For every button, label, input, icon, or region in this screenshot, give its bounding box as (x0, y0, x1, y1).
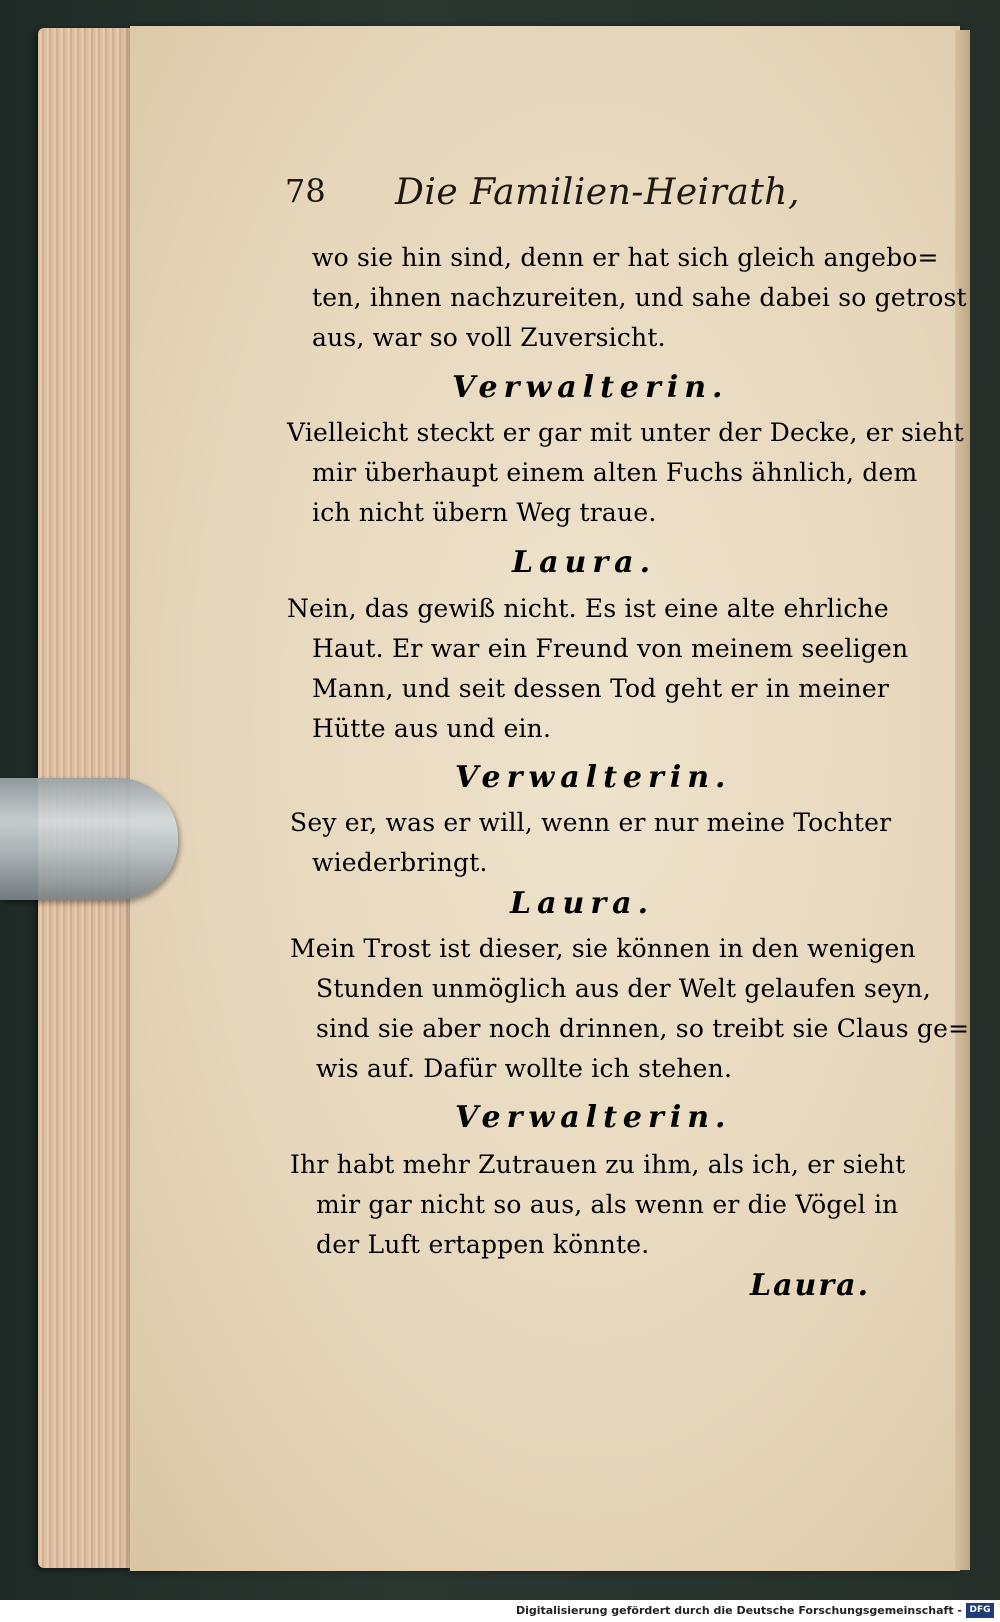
text-line: ich nicht übern Weg traue. (312, 498, 657, 527)
dfg-logo: DFG (966, 1603, 994, 1618)
page-holder-clip (0, 778, 178, 900)
text-line: sind sie aber noch drinnen, so treibt sie Claus ge= (316, 1014, 970, 1043)
text-line: Sey er, was er will, wenn er nur meine Tochter (290, 808, 892, 837)
speaker-name: Verwalterin. (455, 760, 732, 795)
text-line: Ihr habt mehr Zutrauen zu ihm, als ich, er sieht (290, 1150, 906, 1179)
text-line: wiederbringt. (312, 848, 488, 877)
catchword: Laura. (750, 1268, 871, 1303)
text-line: Hütte aus und ein. (312, 714, 552, 743)
speaker-name: Verwalterin. (452, 370, 729, 405)
text-line: ten, ihnen nachzureiten, und sahe dabei so getrost (312, 283, 967, 312)
next-page-edge (955, 30, 970, 1570)
text-line: wis auf. Dafür wollte ich stehen. (316, 1054, 733, 1083)
text-line: Mann, und seit dessen Tod geht er in meiner (312, 674, 889, 703)
text-line: aus, war so voll Zuversicht. (312, 323, 666, 352)
text-line: mir überhaupt einem alten Fuchs ähnlich, dem (312, 458, 918, 487)
text-line: wo sie hin sind, denn er hat sich gleich angebo= (312, 243, 939, 272)
footer-credit: Digitalisierung gefördert durch die Deutsche Forschungsgemeinschaft - (515, 1604, 962, 1617)
page-header (285, 172, 805, 222)
page-number: 78 (285, 172, 326, 210)
text-line: Vielleicht steckt er gar mit unter der Decke, er sieht (287, 418, 964, 447)
text-line: Mein Trost ist dieser, sie können in den wenigen (290, 934, 916, 963)
speaker-name: Verwalterin. (455, 1100, 732, 1135)
speaker-name: Laura. (510, 886, 655, 921)
text-line: mir gar nicht so aus, als wenn er die Vögel in (316, 1190, 899, 1219)
text-line: Haut. Er war ein Freund von meinem seeligen (312, 634, 909, 663)
speaker-name: Laura. (512, 545, 657, 580)
text-line: Stunden unmöglich aus der Welt gelaufen seyn, (316, 974, 931, 1003)
text-line: der Luft ertappen könnte. (316, 1230, 650, 1259)
text-line: Nein, das gewiß nicht. Es ist eine alte ehrliche (287, 594, 889, 623)
running-title: Die Familien-Heirath, (395, 172, 800, 213)
